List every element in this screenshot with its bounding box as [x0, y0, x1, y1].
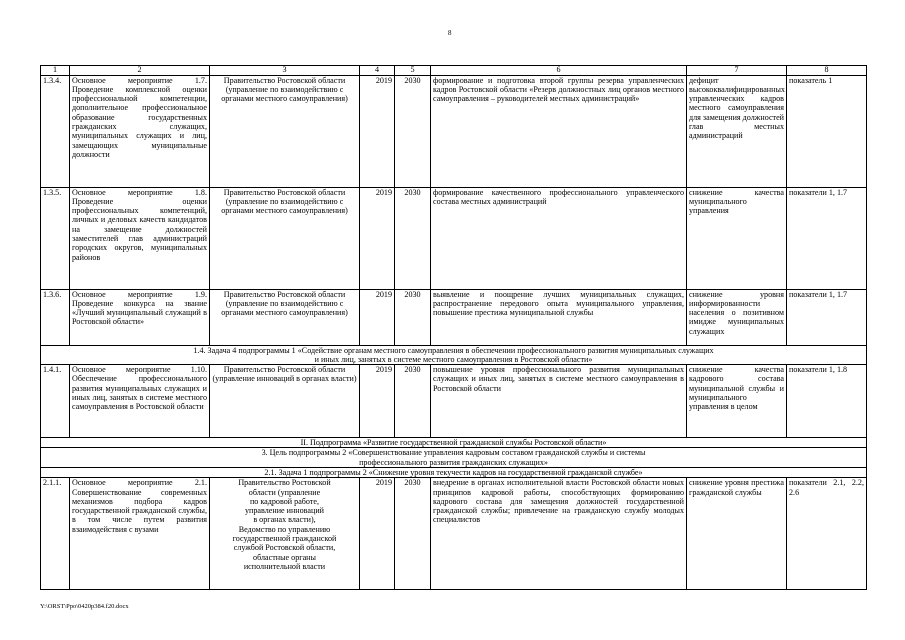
indicator: показатели 1, 1.7 — [787, 289, 867, 345]
end-year: 2030 — [395, 187, 431, 289]
indicator: показатель 1 — [787, 75, 867, 187]
start-year: 2019 — [360, 365, 395, 438]
table-row — [41, 365, 867, 438]
subprogram-heading: II. Подпрограмма «Развитие государственной гражданской службы Ростовской области» — [41, 438, 867, 448]
col-header: 1 — [41, 66, 70, 76]
row-number: 1.3.6. — [41, 289, 70, 345]
row-number: 1.3.4. — [41, 75, 70, 187]
event-name: Основное мероприятие 1.7. Проведение комплексной оценки профессиональной компетенции, дополнительное профессиональное образование государственных гражданских служащих, муниципальных служащих и лиц, замещающих муниципальные должности — [70, 75, 210, 187]
consequences: снижение уровня информированности населения о позитивном имидже муниципальных служащих — [687, 289, 787, 345]
table-row — [41, 478, 867, 590]
col-header: 2 — [70, 66, 210, 76]
goal-heading: 3. Цель подпрограммы 2 «Совершенствование управления кадровым составом гражданской службы и системы профессионального развития гражданских служащих» — [41, 448, 867, 468]
executor: Правительство Ростовской области (управление по взаимодействию с органами местного самоуправления) — [210, 289, 360, 345]
subprogram-heading-row — [41, 438, 867, 448]
end-year: 2030 — [395, 75, 431, 187]
executor-line: Правительство Ростовской — [238, 478, 331, 488]
executor: Правительство Ростовской области (управление инноваций в органах власти) — [210, 365, 360, 438]
indicator: показатели 2.1, 2.2, 2.6 — [787, 478, 867, 590]
expected-result: формирование и подготовка второй группы резерва управленческих кадров Ростовской области «Резерв должностных лиц органов местного самоуправления – руководителей местных администраций» — [431, 75, 687, 187]
executor-line: исполнительной власти — [243, 561, 326, 571]
executor-line: области (управление — [248, 487, 321, 497]
task-heading-row — [41, 345, 867, 365]
executor-line: в органах власти), — [253, 515, 316, 525]
indicator: показатели 1, 1.7 — [787, 187, 867, 289]
col-header: 4 — [360, 66, 395, 76]
col-header: 8 — [787, 66, 867, 76]
goal-heading-row — [41, 448, 867, 468]
table-row — [41, 289, 867, 345]
consequences: снижение качества кадрового состава муниципальной службы и муниципального управления в целом — [687, 365, 787, 438]
event-name: Основное мероприятие 2.1. Совершенствование современных механизмов подбора кадров государственной гражданской службы, в том числе путем развития взаимодействия с вузами — [70, 478, 210, 590]
start-year: 2019 — [360, 478, 395, 590]
executor: Правительство Ростовской области (управление по взаимодействию с органами местного самоуправления) — [210, 75, 360, 187]
executor-line: по кадровой работе, — [249, 496, 320, 506]
task-heading-row — [41, 467, 867, 477]
expected-result: выявление и поощрение лучших муниципальных служащих, распространение передового опыта муниципального управления, повышение престижа муниципальной службы — [431, 289, 687, 345]
task-heading: 1.4. Задача 4 подпрограммы 1 «Содействие органам местного самоуправления в обеспечении профессионального развития муниципальных служащих и иных лиц, занятых в системе местного самоуправления в Ростовской области» — [41, 345, 867, 365]
executor-line: управление инноваций — [245, 506, 324, 516]
executor-line: Ведомство по управлению — [238, 524, 331, 534]
expected-result: внедрение в органах исполнительной власти Ростовской области новых принципов кадровой работы, способствующих формированию кадрового состава для замещения должностей государственной гражданской службы; привлечение на гражданскую службу молодых специалистов — [431, 478, 687, 590]
end-year: 2030 — [395, 365, 431, 438]
header-row — [41, 66, 867, 76]
executor-line: государственной гражданской — [232, 534, 337, 544]
executor-line: областные органы — [253, 552, 316, 562]
start-year: 2019 — [360, 187, 395, 289]
event-name: Основное мероприятие 1.9. Проведение конкурса на звание «Лучший муниципальный служащий в Ростовской области» — [70, 289, 210, 345]
col-header: 3 — [210, 66, 360, 76]
indicator: показатели 1, 1.8 — [787, 365, 867, 438]
task-heading: 2.1. Задача 1 подпрограммы 2 «Снижение уровня текучести кадров на государственной гражданской службе» — [41, 467, 867, 477]
event-name: Основное мероприятие 1.10. Обеспечение профессионального развития муниципальных служащих и иных лиц, занятых в системе местного самоуправления в Ростовской области — [70, 365, 210, 438]
col-header: 6 — [431, 66, 687, 76]
end-year: 2030 — [395, 478, 431, 590]
table-row — [41, 75, 867, 187]
file-path-footer: Y:\ORST\Ppo\0420p384.f20.docx — [40, 603, 129, 610]
executor — [210, 478, 360, 590]
end-year: 2030 — [395, 289, 431, 345]
event-name: Основное мероприятие 1.8. Проведение оценки профессиональных компетенций, личных и деловых качеств кандидатов на замещение должностей заместителей глав администраций городских округов, муниципальных районов — [70, 187, 210, 289]
table-row — [41, 187, 867, 289]
start-year: 2019 — [360, 75, 395, 187]
row-number: 1.4.1. — [41, 365, 70, 438]
expected-result: формирование качественного профессионального управленческого состава местных администраций — [431, 187, 687, 289]
col-header: 7 — [687, 66, 787, 76]
expected-result: повышение уровня профессионального развития муниципальных служащих и иных лиц, занятых в системе местного самоуправления в Ростовской области — [431, 365, 687, 438]
consequences: дефицит высококвалифицированных управленческих кадров местного самоуправления для замещения должностей глав местных администраций — [687, 75, 787, 187]
executor: Правительство Ростовской области (управление по взаимодействию с органами местного самоуправления) — [210, 187, 360, 289]
row-number: 1.3.5. — [41, 187, 70, 289]
page-number: 8 — [448, 29, 452, 37]
col-header: 5 — [395, 66, 431, 76]
executor-line: службой Ростовской области, — [233, 543, 336, 553]
row-number: 2.1.1. — [41, 478, 70, 590]
consequences: снижение уровня престижа гражданской службы — [687, 478, 787, 590]
measures-table — [40, 65, 867, 590]
start-year: 2019 — [360, 289, 395, 345]
consequences: снижение качества муниципального управления — [687, 187, 787, 289]
